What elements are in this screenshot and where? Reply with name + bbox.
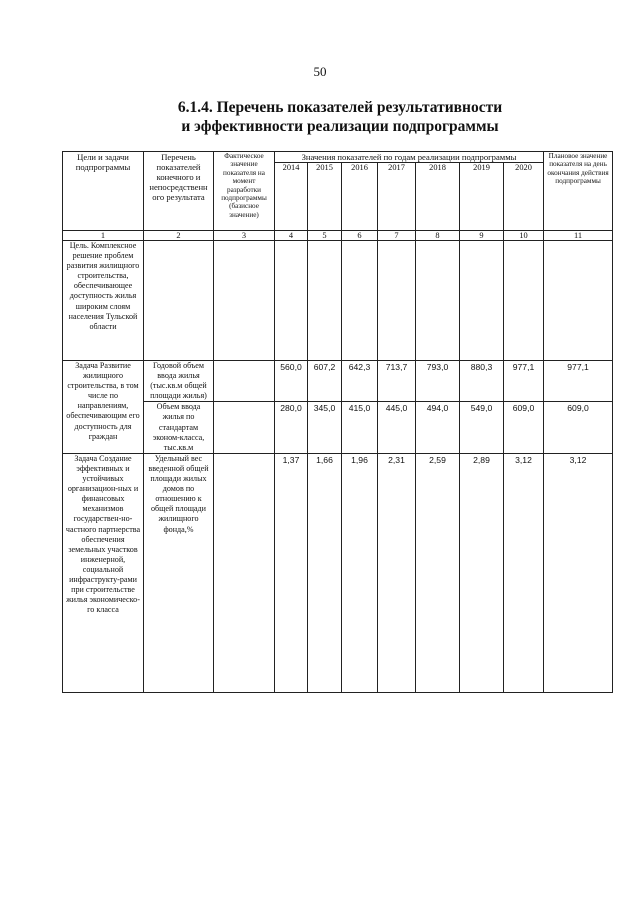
table-header-row [63, 152, 613, 163]
actual-value-cell [214, 402, 275, 453]
column-number: 2 [144, 231, 214, 241]
indicator-cell: Годовой объем ввода жилья (тыс.кв.м общей площади жилья) [144, 361, 214, 402]
indicator-cell: Объем ввода жилья по стандартам эконом-класса, тыс.кв.м [144, 402, 214, 453]
heading-line-2: и эффективности реализации подпрограммы [181, 118, 499, 135]
column-number: 11 [544, 231, 613, 241]
header-year: 2019 [460, 163, 504, 231]
table-row [63, 361, 613, 402]
table-row [63, 453, 613, 692]
year-value: 607,2 [308, 361, 342, 402]
year-value: 609,0 [504, 402, 544, 453]
column-number: 8 [416, 231, 460, 241]
year-value: 2,59 [416, 453, 460, 692]
year-value: 280,0 [275, 402, 308, 453]
planned-value: 977,1 [544, 361, 613, 402]
year-value: 1,37 [275, 453, 308, 692]
header-year: 2020 [504, 163, 544, 231]
actual-value-cell [214, 453, 275, 692]
column-number: 3 [214, 231, 275, 241]
heading-line-1: 6.1.4. Перечень показателей результативности [177, 99, 503, 116]
header-year: 2016 [342, 163, 378, 231]
page-number: 50 [313, 64, 327, 79]
year-value: 560,0 [275, 361, 308, 402]
year-value: 793,0 [416, 361, 460, 402]
year-value: 549,0 [460, 402, 504, 453]
actual-value-cell [214, 361, 275, 402]
year-value: 345,0 [308, 402, 342, 453]
task-cell: Задача Развитие жилищного строительства, в том числе по направлениям, обеспечивающим его доступность для граждан [63, 361, 144, 454]
year-value: 1,66 [308, 453, 342, 692]
header-actual-value: Фактическое значение показателя на момент разработки подпрограммы (базисное значение) [214, 152, 275, 231]
header-year: 2015 [308, 163, 342, 231]
year-value: 1,96 [342, 453, 378, 692]
section-heading [0, 98, 640, 136]
table-row [63, 402, 613, 453]
year-value: 880,3 [460, 361, 504, 402]
header-year: 2017 [378, 163, 416, 231]
column-number: 7 [378, 231, 416, 241]
column-number-row [63, 231, 613, 241]
column-number: 4 [275, 231, 308, 241]
planned-value: 609,0 [544, 402, 613, 453]
header-goals-tasks: Цели и задачи подпрограммы [63, 152, 144, 231]
task-cell: Задача Создание эффективных и устойчивых организацион-ных и финансовых механизмов государствен-но-частного партнерства обеспечения земельных участков инженерной, социальной инфраструкту-рами при строительстве жилья экономическо-го класса [63, 453, 144, 692]
header-years-group: Значения показателей по годам реализации подпрограммы [275, 152, 544, 163]
planned-value: 3,12 [544, 453, 613, 692]
column-number: 5 [308, 231, 342, 241]
year-value: 977,1 [504, 361, 544, 402]
year-value: 642,3 [342, 361, 378, 402]
indicator-cell: Удельный вес введенной общей площади жилых домов по отношению к общей площади жилищного фонда,% [144, 453, 214, 692]
goal-row [63, 241, 613, 361]
column-number: 10 [504, 231, 544, 241]
year-value: 3,12 [504, 453, 544, 692]
year-value: 2,89 [460, 453, 504, 692]
column-number: 6 [342, 231, 378, 241]
year-value: 445,0 [378, 402, 416, 453]
indicators-table [62, 151, 613, 693]
year-value: 713,7 [378, 361, 416, 402]
year-value: 415,0 [342, 402, 378, 453]
header-indicators: Перечень показателей конечного и непосредственн ого результата [144, 152, 214, 231]
header-year: 2014 [275, 163, 308, 231]
column-number: 9 [460, 231, 504, 241]
goal-cell: Цель. Комплексное решение проблем развития жилищного строительства, обеспечивающее доступность жилья широким слоям населения Тульской области [63, 241, 144, 361]
column-number: 1 [63, 231, 144, 241]
year-value: 2,31 [378, 453, 416, 692]
header-year: 2018 [416, 163, 460, 231]
header-planned-value: Плановое значение показателя на день окончания действия подпрограммы [544, 152, 613, 231]
year-value: 494,0 [416, 402, 460, 453]
